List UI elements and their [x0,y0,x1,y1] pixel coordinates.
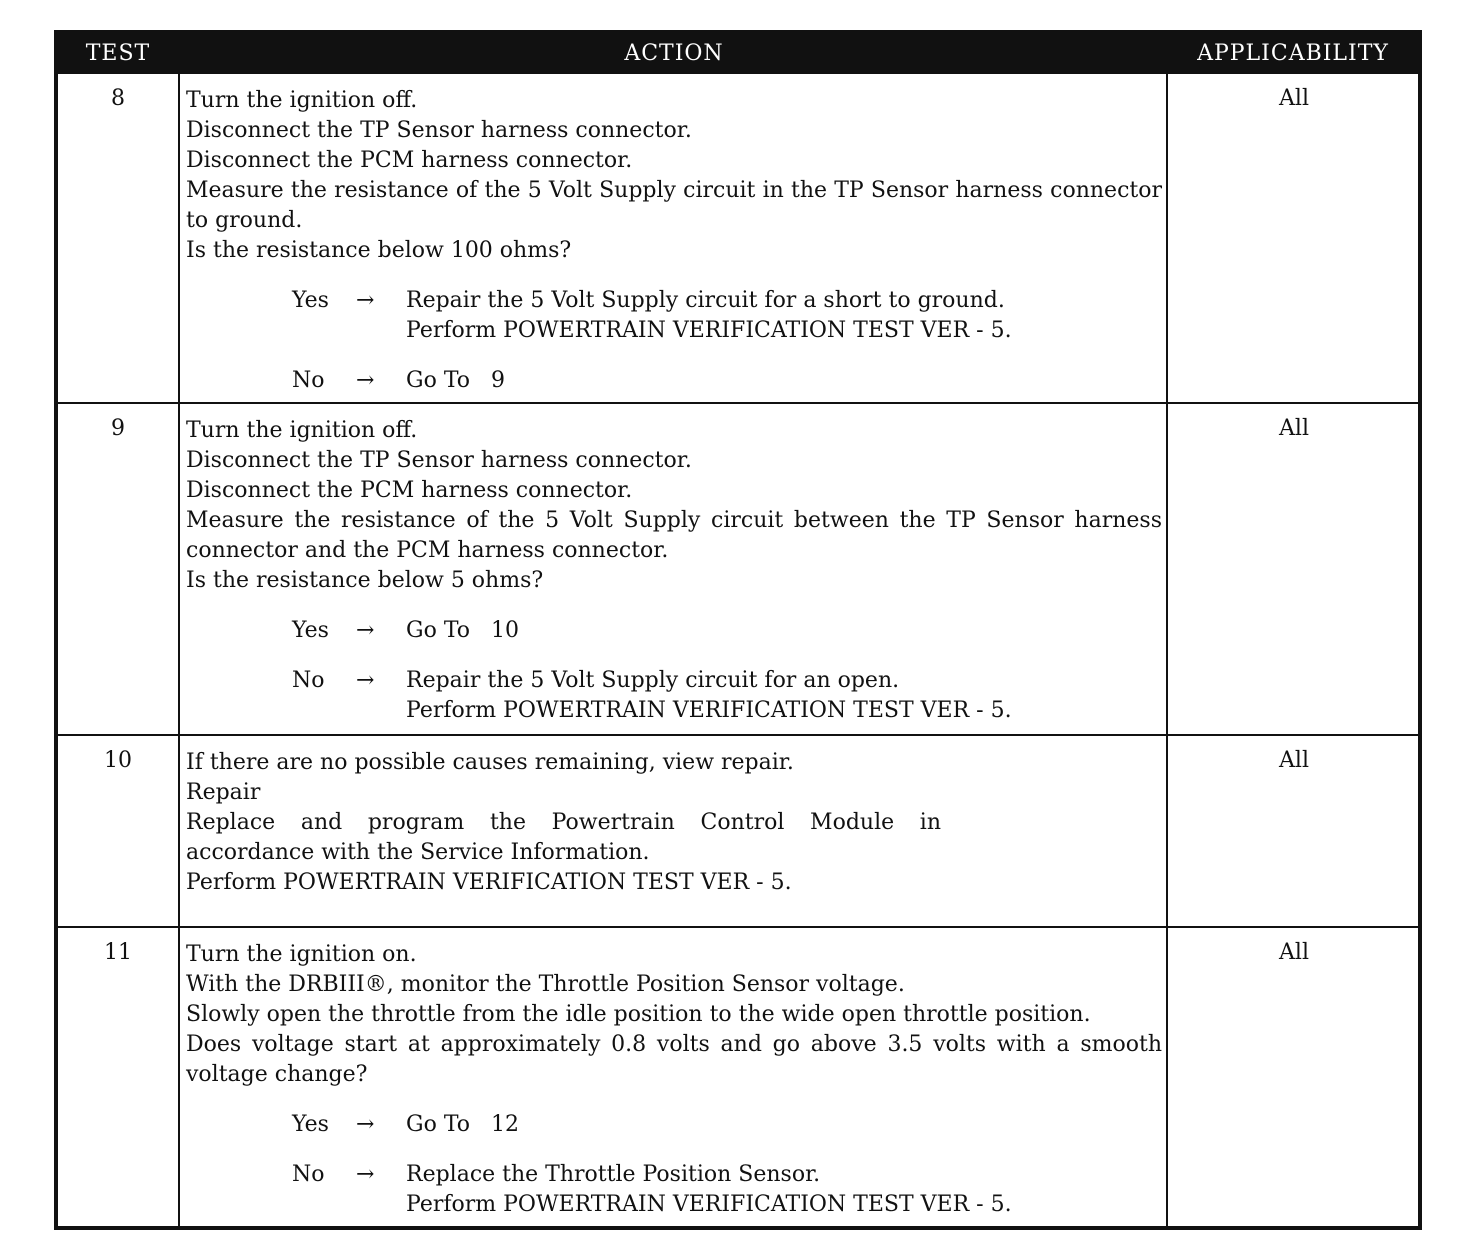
no-response [186,1160,1162,1220]
step-text: If there are no possible causes remaining, view repair. [186,750,794,775]
step-text: Measure the resistance of the 5 Volt Supply circuit in the TP Sensor harness connector to ground. [186,178,1162,233]
step-text: Disconnect the PCM harness connector. [186,148,633,173]
no-label: No [292,668,325,693]
test-number: 10 [104,748,132,773]
response-line: Go To 10 [406,618,519,643]
test-number: 9 [111,416,125,441]
yes-response [186,1110,1162,1140]
step-text: Disconnect the PCM harness connector. [186,478,633,503]
step-text: Is the resistance below 100 ohms? [186,238,572,263]
step-text: Turn the ignition on. [186,942,417,967]
table-row [58,736,1418,926]
table-row [58,928,1418,1230]
response-line: Go To 12 [406,1112,519,1137]
arrow-icon: → [356,368,375,393]
action-cell [186,748,1162,898]
response-line: Replace the Throttle Position Sensor. [406,1162,821,1187]
action-cell [186,940,1162,1220]
repair-label: Repair [186,780,261,805]
test-number: 8 [111,86,125,111]
repair-text: Perform POWERTRAIN VERIFICATION TEST VER - 5. [186,870,792,895]
response-line: Perform POWERTRAIN VERIFICATION TEST VER - 5. [406,698,1012,723]
action-cell [186,86,1162,396]
response-line: Perform POWERTRAIN VERIFICATION TEST VER - 5. [406,1192,1012,1217]
action-cell [186,416,1162,726]
header-test: TEST [85,41,151,66]
response-text [406,1110,1156,1140]
table-row [58,74,1418,402]
step-text: Disconnect the TP Sensor harness connector. [186,448,692,473]
response-line: Go To 9 [406,368,505,393]
no-response [186,666,1162,726]
applicability-value: All [1279,416,1309,441]
yes-label: Yes [292,1112,329,1137]
yes-label: Yes [292,288,329,313]
step-text: Turn the ignition off. [186,418,418,443]
arrow-icon: → [356,668,375,693]
no-label: No [292,368,325,393]
response-text [406,616,1156,646]
step-text: Does voltage start at approximately 0.8 volts and go above 3.5 volts with a smooth voltage change? [186,1032,1162,1087]
response-text [406,366,1156,396]
response-line: Repair the 5 Volt Supply circuit for an open. [406,668,900,693]
test-number: 11 [104,940,132,965]
step-text: Slowly open the throttle from the idle position to the wide open throttle position. [186,1002,1091,1027]
yes-response [186,616,1162,646]
table-row [58,404,1418,734]
yes-response [186,286,1162,346]
diagnostic-table [54,30,1422,1230]
applicability-value: All [1279,748,1309,773]
arrow-icon: → [356,1112,375,1137]
step-text: Is the resistance below 5 ohms? [186,568,544,593]
response-line: Repair the 5 Volt Supply circuit for a short to ground. [406,288,1005,313]
header-applicability: APPLICABILITY [1197,41,1389,66]
step-text: Measure the resistance of the 5 Volt Supply circuit between the TP Sensor harness connector and the PCM harness connector. [186,508,1162,563]
no-label: No [292,1162,325,1187]
step-text: With the DRBIII®, monitor the Throttle Position Sensor voltage. [186,972,905,997]
step-text: Disconnect the TP Sensor harness connector. [186,118,692,143]
response-text [406,666,1156,726]
repair-text: Replace and program the Powertrain Control Module in accordance with the Service Information. [186,810,941,865]
header-action: ACTION [624,41,724,66]
table-header [58,34,1418,74]
arrow-icon: → [356,618,375,643]
yes-label: Yes [292,618,329,643]
arrow-icon: → [356,1162,375,1187]
step-text: Turn the ignition off. [186,88,418,113]
applicability-value: All [1279,940,1309,965]
response-text [406,286,1156,346]
arrow-icon: → [356,288,375,313]
applicability-value: All [1279,86,1309,111]
response-line: Perform POWERTRAIN VERIFICATION TEST VER - 5. [406,318,1012,343]
response-text [406,1160,1156,1220]
no-response [186,366,1162,396]
